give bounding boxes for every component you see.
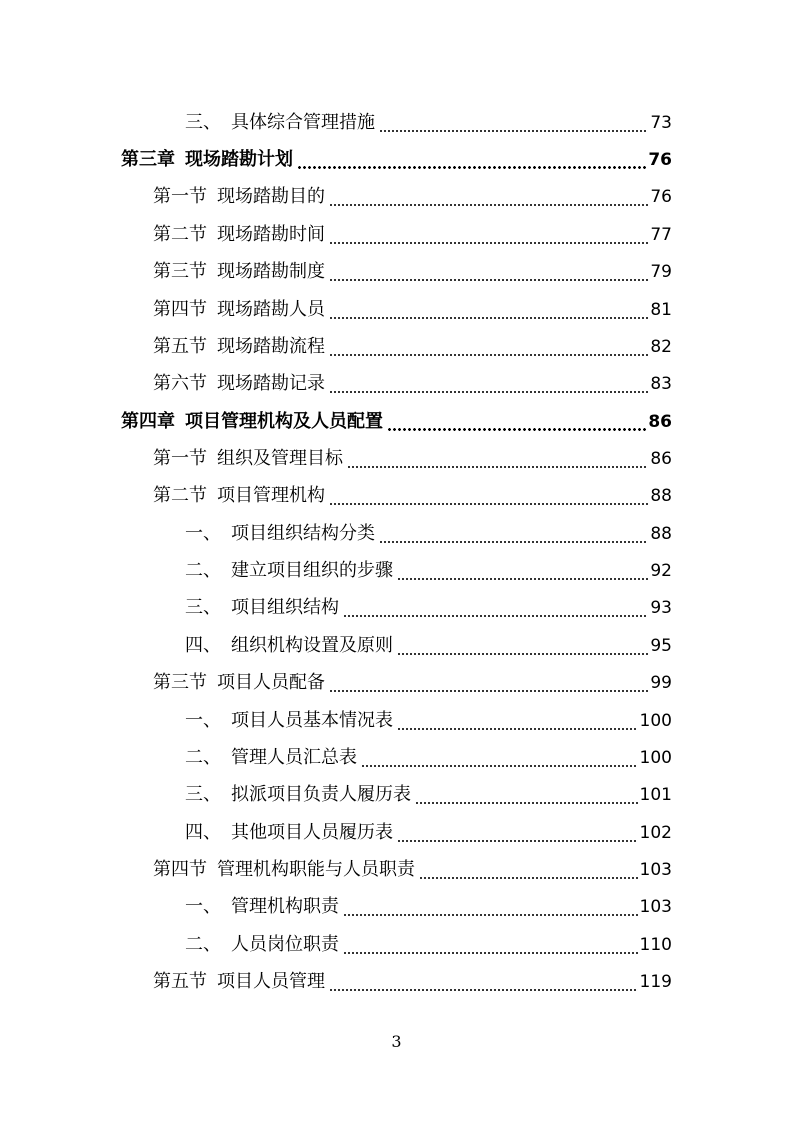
toc-entry[interactable] xyxy=(153,440,672,470)
toc-entry-page: 88 xyxy=(650,524,672,544)
toc-entry-title xyxy=(185,597,339,619)
toc-entry[interactable] xyxy=(185,776,672,806)
toc-entry-title xyxy=(153,485,325,507)
toc-entry[interactable] xyxy=(153,477,672,507)
toc-entry-title xyxy=(153,672,325,694)
toc-entry-text: 建立项目组织的步骤 xyxy=(231,560,393,581)
dot-leader xyxy=(343,896,638,918)
toc-entry[interactable] xyxy=(153,178,672,208)
toc-entry-number: 一、 xyxy=(185,896,221,917)
toc-entry-number: 第五节 xyxy=(153,971,207,992)
toc-entry-number: 一、 xyxy=(185,710,221,731)
dot-leader xyxy=(329,672,648,694)
toc-entry-text: 管理机构职能与人员职责 xyxy=(217,859,415,880)
toc-entry-number: 四、 xyxy=(185,635,221,656)
dot-leader xyxy=(329,186,648,208)
toc-entry-text: 组织机构设置及原则 xyxy=(231,635,393,656)
dot-leader xyxy=(379,523,648,545)
dot-leader xyxy=(329,336,648,358)
dot-leader xyxy=(387,411,646,433)
toc-entry-page: 93 xyxy=(650,598,672,618)
toc-entry-number: 第一节 xyxy=(153,448,207,469)
toc-entry[interactable] xyxy=(185,814,672,844)
toc-entry-number: 第三节 xyxy=(153,672,207,693)
toc-entry-page: 103 xyxy=(639,897,672,917)
toc-entry-title xyxy=(185,784,411,806)
toc-entry-page: 88 xyxy=(650,486,672,506)
toc-entry-title xyxy=(185,822,393,844)
toc-entry-title xyxy=(153,261,325,283)
toc-entry-number: 三、 xyxy=(185,784,221,805)
toc-entry-text: 现场踏勘记录 xyxy=(217,373,325,394)
toc-entry-text: 管理人员汇总表 xyxy=(231,747,357,768)
toc-entry-number: 二、 xyxy=(185,560,221,581)
toc-entry[interactable] xyxy=(153,291,672,321)
dot-leader xyxy=(343,597,648,619)
toc-entry-text: 现场踏勘计划 xyxy=(185,149,293,170)
toc-entry-page: 101 xyxy=(639,785,672,805)
dot-leader xyxy=(379,112,648,134)
toc-entry-number: 二、 xyxy=(185,934,221,955)
toc-entry-page: 77 xyxy=(650,225,672,245)
toc-entry-title xyxy=(153,224,325,246)
toc-entry[interactable] xyxy=(185,104,672,134)
toc-entry-page: 100 xyxy=(639,711,672,731)
toc-entry-text: 现场踏勘人员 xyxy=(217,299,325,320)
toc-entry-text: 项目管理机构及人员配置 xyxy=(185,411,383,432)
toc-entry-page: 86 xyxy=(648,412,672,432)
dot-leader xyxy=(329,485,648,507)
toc-entry-page: 119 xyxy=(639,972,672,992)
toc-entry-page: 102 xyxy=(639,823,672,843)
toc-entry-page: 76 xyxy=(650,187,672,207)
toc-entry-title xyxy=(185,635,393,657)
toc-entry[interactable] xyxy=(185,515,672,545)
toc-entry-title xyxy=(153,859,415,881)
toc-entry-text: 项目人员配备 xyxy=(217,672,325,693)
toc-entry-page: 92 xyxy=(650,561,672,581)
toc-entry-number: 第四节 xyxy=(153,299,207,320)
toc-entry-page: 86 xyxy=(650,449,672,469)
toc-entry-text: 项目人员基本情况表 xyxy=(231,710,393,731)
toc-entry-number: 第三章 xyxy=(121,149,175,170)
toc-entry[interactable] xyxy=(153,216,672,246)
toc-entry-title xyxy=(185,747,357,769)
toc-entry-page: 82 xyxy=(650,337,672,357)
toc-entry-number: 第二节 xyxy=(153,224,207,245)
toc-entry-number: 二、 xyxy=(185,747,221,768)
toc-entry-number: 三、 xyxy=(185,112,221,133)
toc-entry-page: 73 xyxy=(650,113,672,133)
toc-entry[interactable] xyxy=(153,963,672,993)
toc-entry-text: 人员岗位职责 xyxy=(231,934,339,955)
toc-entry[interactable] xyxy=(185,739,672,769)
toc-entry[interactable] xyxy=(185,888,672,918)
toc-entry-page: 100 xyxy=(639,748,672,768)
toc-entry-title xyxy=(121,411,383,433)
dot-leader xyxy=(347,448,648,470)
toc-entry-page: 79 xyxy=(650,262,672,282)
toc-entry-title xyxy=(121,149,293,171)
toc-entry-title xyxy=(185,560,393,582)
dot-leader xyxy=(329,373,648,395)
dot-leader xyxy=(397,560,648,582)
page-number: 3 xyxy=(391,1032,402,1051)
toc-entry-title xyxy=(185,112,375,134)
toc-entry-title xyxy=(153,448,343,470)
toc-entry-number: 四、 xyxy=(185,822,221,843)
toc-entry-title xyxy=(153,336,325,358)
toc-entry-number: 第五节 xyxy=(153,336,207,357)
dot-leader xyxy=(329,224,648,246)
toc-entry-page: 95 xyxy=(650,636,672,656)
toc-entry-page: 103 xyxy=(639,860,672,880)
toc-entry-text: 现场踏勘时间 xyxy=(217,224,325,245)
toc-entry[interactable] xyxy=(185,702,672,732)
dot-leader xyxy=(329,261,648,283)
toc-entry-text: 现场踏勘制度 xyxy=(217,261,325,282)
toc-entry-number: 第四章 xyxy=(121,411,175,432)
dot-leader xyxy=(419,859,638,881)
toc-entry-number: 一、 xyxy=(185,523,221,544)
toc-entry-page: 110 xyxy=(639,935,672,955)
toc-entry-page: 81 xyxy=(650,300,672,320)
toc-entry-text: 组织及管理目标 xyxy=(217,448,343,469)
toc-entry[interactable] xyxy=(153,328,672,358)
toc-entry-title xyxy=(185,523,375,545)
toc-chapter-entry[interactable] xyxy=(121,403,672,433)
toc-entry-text: 项目组织结构分类 xyxy=(231,523,375,544)
toc-entry-number: 第三节 xyxy=(153,261,207,282)
toc-entry-text: 现场踏勘目的 xyxy=(217,186,325,207)
toc-entry-number: 第二节 xyxy=(153,485,207,506)
toc-entry-title xyxy=(153,186,325,208)
toc-entry-number: 第四节 xyxy=(153,859,207,880)
toc-entry[interactable] xyxy=(185,926,672,956)
toc-entry-number: 第六节 xyxy=(153,373,207,394)
toc-entry-text: 项目管理机构 xyxy=(217,485,325,506)
toc-entry[interactable] xyxy=(185,627,672,657)
toc-chapter-entry[interactable] xyxy=(121,141,672,171)
toc-entry-text: 项目组织结构 xyxy=(231,597,339,618)
toc-entry[interactable] xyxy=(185,552,672,582)
toc-entry-title xyxy=(185,934,339,956)
toc-entry-page: 83 xyxy=(650,374,672,394)
dot-leader xyxy=(415,784,638,806)
dot-leader xyxy=(297,149,646,171)
toc-entry-title xyxy=(185,710,393,732)
toc-entry-title xyxy=(185,896,339,918)
toc-entry[interactable] xyxy=(153,365,672,395)
dot-leader xyxy=(329,299,648,321)
dot-leader xyxy=(397,635,648,657)
toc-entry-title xyxy=(153,373,325,395)
dot-leader xyxy=(397,710,638,732)
toc-entry-text: 现场踏勘流程 xyxy=(217,336,325,357)
toc-entry-text: 拟派项目负责人履历表 xyxy=(231,784,411,805)
toc-entry-text: 管理机构职责 xyxy=(231,896,339,917)
toc-entry-title xyxy=(153,971,325,993)
toc-entry[interactable] xyxy=(153,851,672,881)
toc-entry-text: 项目人员管理 xyxy=(217,971,325,992)
toc-entry[interactable] xyxy=(185,589,672,619)
toc-entry[interactable] xyxy=(153,664,672,694)
toc-entry-text: 具体综合管理措施 xyxy=(231,112,375,133)
toc-entry-page: 99 xyxy=(650,673,672,693)
dot-leader xyxy=(361,747,638,769)
toc-entry-page: 76 xyxy=(648,150,672,170)
dot-leader xyxy=(329,971,638,993)
toc-entry[interactable] xyxy=(153,253,672,283)
toc-entry-title xyxy=(153,299,325,321)
dot-leader xyxy=(397,822,638,844)
dot-leader xyxy=(343,934,638,956)
toc-entry-number: 三、 xyxy=(185,597,221,618)
toc-entry-number: 第一节 xyxy=(153,186,207,207)
toc-entry-text: 其他项目人员履历表 xyxy=(231,822,393,843)
